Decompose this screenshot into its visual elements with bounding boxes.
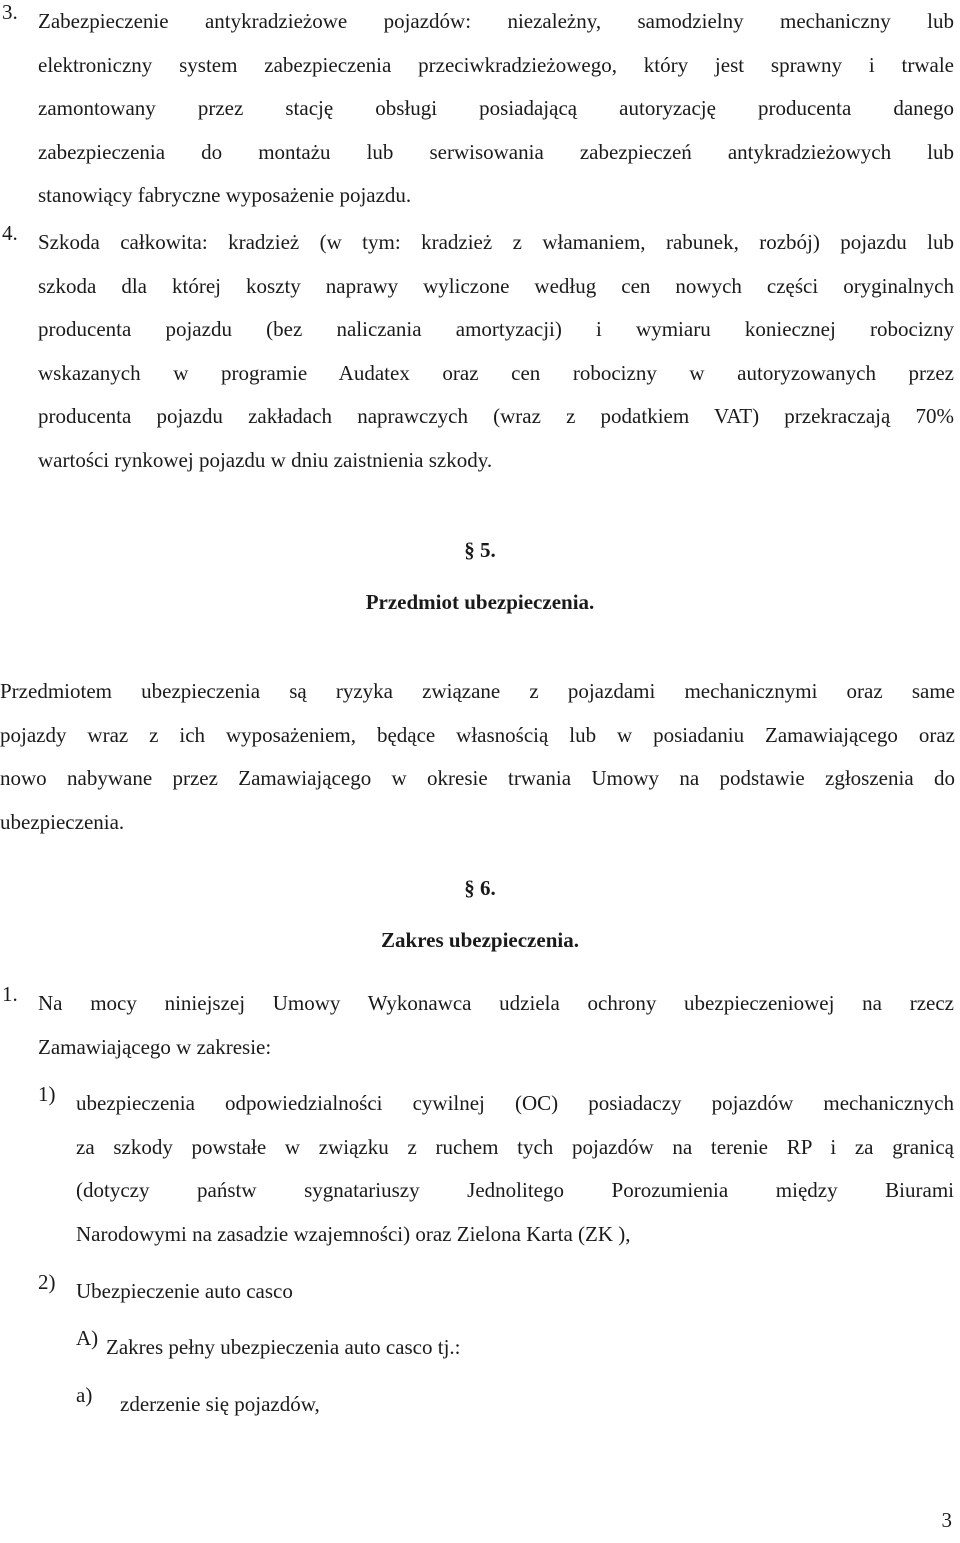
item-number: 2): [38, 1270, 56, 1294]
section-number: § 6.: [464, 876, 496, 900]
item-text: [38, 221, 954, 482]
text-line: wartości rynkowej pojazdu w dniu zaistnienia szkody.: [38, 447, 493, 472]
section-title: Zakres ubezpieczenia.: [381, 928, 579, 952]
text-line: Narodowymi na zasadzie wzajemności) oraz Zielona Karta (ZK ),: [76, 1221, 631, 1246]
text-line: zamontowany przez stację obsługi posiadającą autoryzację producenta danego: [38, 96, 954, 120]
text-line: ubezpieczenia.: [0, 809, 125, 834]
section-number: § 5.: [464, 538, 496, 562]
item-text: Zakres pełny ubezpieczenia auto casco tj.:: [106, 1335, 461, 1359]
item-text: [38, 982, 954, 1069]
text-line: elektroniczny system zabezpieczenia przeciwkradzieżowego, który jest sprawny i trwale: [38, 52, 954, 77]
text-line: za szkody powstałe w związku z ruchem tych pojazdów na terenie RP i za granicą: [76, 1134, 954, 1159]
text-line: producenta pojazdu zakładach naprawczych (wraz z podatkiem VAT) przekraczają 70%: [38, 404, 954, 428]
item-number: 3.: [2, 0, 18, 24]
text-line: nowo nabywane przez Zamawiającego w okresie trwania Umowy na podstawie zgłoszenia do: [0, 766, 955, 790]
text-line: (dotyczy państw sygnatariuszy Jednolitego Porozumienia między Biurami: [76, 1178, 954, 1202]
item-number: 1.: [2, 982, 18, 1006]
text-line: stanowiący fabryczne wyposażenie pojazdu.: [38, 183, 412, 207]
text-line: Szkoda całkowita: kradzież (w tym: kradzież z włamaniem, rabunek, rozbój) pojazdu lub: [38, 230, 954, 254]
item-text: [38, 0, 954, 218]
scope-subitem-a-lower: [76, 1383, 954, 1427]
scope-subitem-a-upper: [76, 1326, 954, 1370]
item-number: 4.: [2, 221, 18, 245]
text-line: Zamawiającego w zakresie:: [38, 1034, 272, 1059]
scope-item-1: [2, 982, 954, 1069]
text-line: Na mocy niniejszej Umowy Wykonawca udziela ochrony ubezpieczeniowej na rzecz: [38, 991, 954, 1015]
page-number: 3: [941, 1508, 952, 1532]
text-line: szkoda dla której koszty naprawy wyliczone według cen nowych części oryginalnych: [38, 273, 954, 298]
item-text: [76, 1082, 954, 1256]
item-number: 1): [38, 1082, 56, 1106]
item-text: Ubezpieczenie auto casco: [76, 1279, 293, 1303]
item-number: A): [76, 1326, 99, 1350]
text-line: zabezpieczenia do montażu lub serwisowania zabezpieczeń antykradzieżowych lub: [38, 139, 954, 164]
item-text: zderzenie się pojazdów,: [120, 1392, 320, 1416]
text-line: ubezpieczenia odpowiedzialności cywilnej (OC) posiadaczy pojazdów mechanicznych: [76, 1091, 954, 1115]
text-line: producenta pojazdu (bez naliczania amortyzacji) i wymiaru koniecznej robocizny: [38, 317, 954, 341]
subject-paragraph: [0, 670, 955, 844]
definition-item-4: [2, 221, 954, 482]
definition-item-3: [2, 0, 954, 218]
item-number: a): [76, 1383, 93, 1407]
scope-subitem-1: [38, 1082, 954, 1256]
text-line: pojazdy wraz z ich wyposażeniem, będące własnością lub w posiadaniu Zamawiającego oraz: [0, 722, 955, 747]
section-title: Przedmiot ubezpieczenia.: [365, 590, 595, 614]
text-line: Przedmiotem ubezpieczenia są ryzyka związane z pojazdami mechanicznymi oraz same: [0, 679, 955, 703]
text-line: Zabezpieczenie antykradzieżowe pojazdów: niezależny, samodzielny mechaniczny lub: [38, 9, 954, 33]
text-line: wskazanych w programie Audatex oraz cen robocizny w autoryzowanych przez: [38, 360, 954, 385]
scope-subitem-2: [38, 1270, 954, 1314]
